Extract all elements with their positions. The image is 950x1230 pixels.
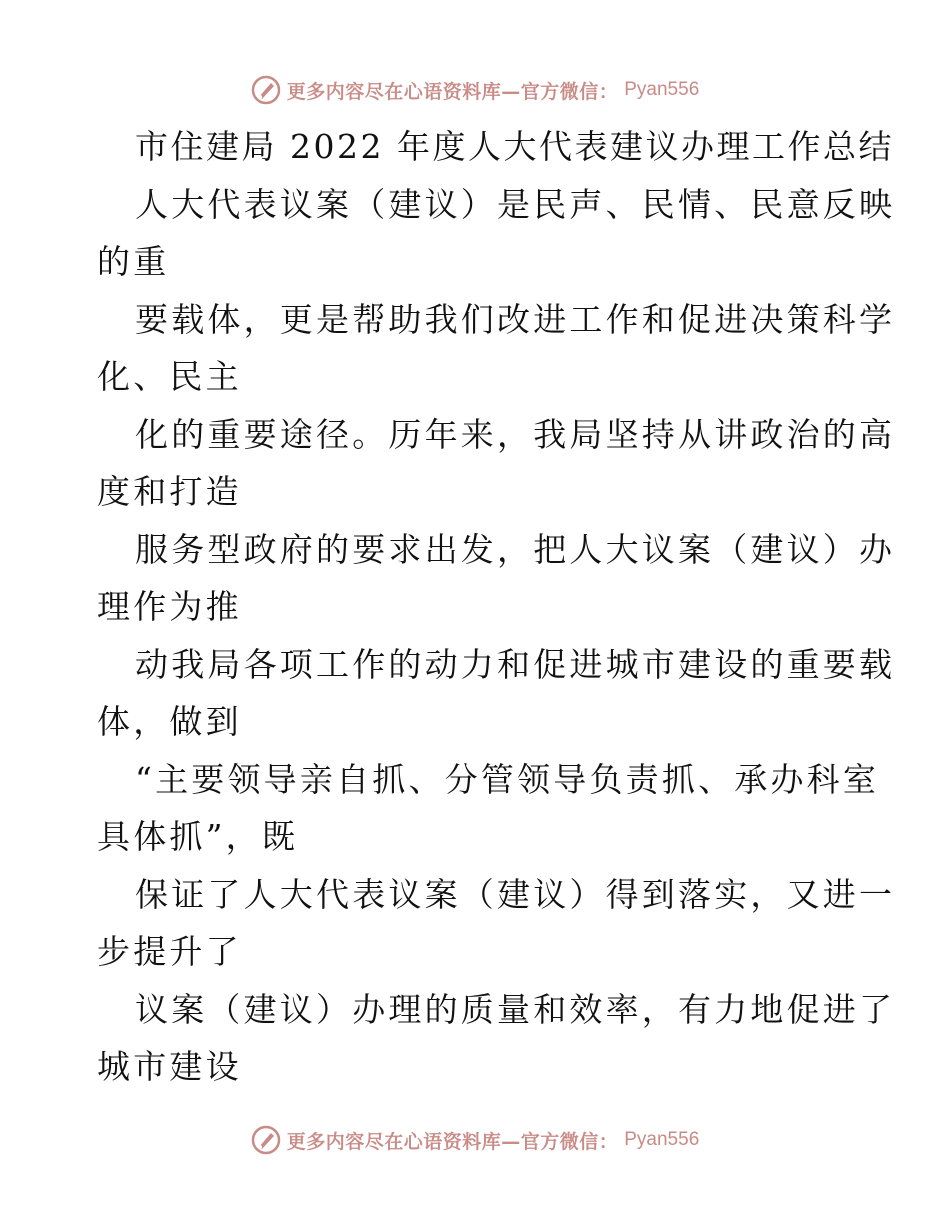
paragraph-line: 动我局各项工作的动力和促进城市建设的重要载 [135, 644, 896, 684]
paragraph-line: 的重 [97, 242, 170, 281]
paragraph-line: 要载体，更是帮助我们改进工作和促进决策科学 [135, 299, 896, 339]
paragraph-line: 保证了人大代表议案（建议）得到落实，又进一 [135, 874, 896, 914]
paragraph-line: 度和打造 [97, 472, 242, 511]
footer-watermark [0, 1120, 950, 1160]
paragraph-line: “主要领导亲自抓、分管领导负责抓、承办科室 [135, 759, 880, 799]
paragraph-line: 具体抓”，既 [97, 817, 299, 856]
paragraph-line: 化的重要途径。历年来，我局坚持从讲政治的高 [135, 414, 896, 454]
paragraph-line: 化、民主 [97, 357, 242, 396]
paragraph-line: 步提升了 [97, 932, 242, 971]
pen-logo-icon [251, 75, 281, 105]
paragraph-line: 服务型政府的要求出发，把人大议案（建议）办 [135, 529, 896, 569]
watermark-wechat-id: Pyan556 [624, 79, 700, 100]
paragraph-line: 城市建设 [97, 1047, 242, 1086]
document-body [97, 118, 896, 1096]
watermark-text: 更多内容尽在心语资料库—官方微信： [286, 80, 619, 103]
watermark-wechat-id: Pyan556 [624, 1129, 700, 1150]
paragraph-line: 体，做到 [97, 702, 242, 741]
pen-logo-icon [251, 1125, 281, 1155]
paragraph-line: 议案（建议）办理的质量和效率，有力地促进了 [135, 989, 896, 1029]
paragraph-line: 人大代表议案（建议）是民声、民情、民意反映 [135, 184, 896, 224]
paragraph-line: 理作为推 [97, 587, 242, 626]
watermark-text: 更多内容尽在心语资料库—官方微信： [286, 1130, 619, 1153]
header-watermark [0, 70, 950, 110]
document-title: 市住建局 2022 年度人大代表建议办理工作总结 [135, 127, 894, 166]
